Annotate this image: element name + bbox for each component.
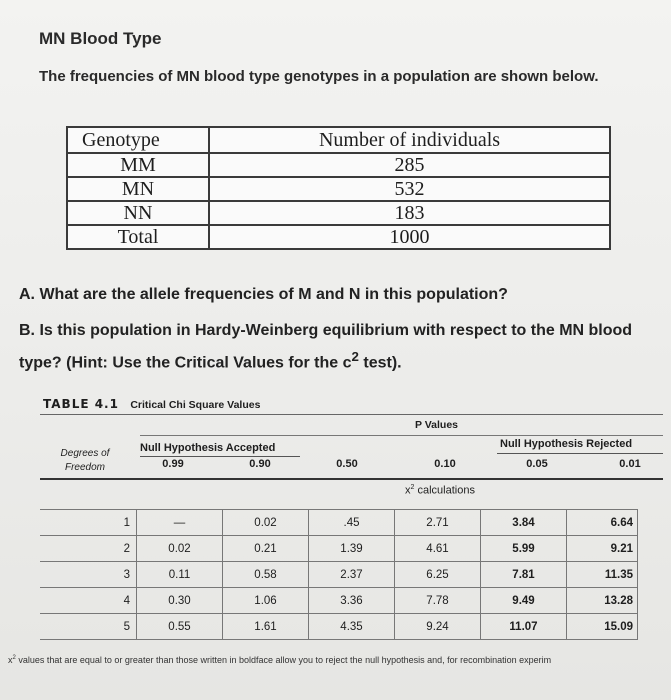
p-value-header: 0.10 — [434, 458, 456, 470]
p-value-header: 0.01 — [619, 458, 641, 470]
value-cell: .45 — [309, 510, 395, 536]
value-cell: 0.21 — [223, 536, 309, 562]
question-b-end: test). — [358, 354, 402, 372]
p-value-header: 0.05 — [526, 458, 548, 470]
table-rule — [497, 453, 663, 454]
chi-symbol: x — [405, 484, 411, 497]
value-cell: 0.11 — [137, 562, 223, 588]
value-cell: 9.49 — [481, 588, 567, 614]
value-cell: 2.71 — [395, 510, 481, 536]
value-cell: 4.61 — [395, 536, 481, 562]
table-row — [67, 177, 610, 201]
question-b — [19, 318, 659, 376]
genotype-cell: NN — [67, 201, 209, 225]
footnote-symbol: x — [8, 655, 13, 665]
dof-cell: 4 — [40, 588, 137, 614]
value-cell: 3.36 — [309, 588, 395, 614]
genotype-cell: MN — [67, 177, 209, 201]
table-row — [40, 562, 638, 588]
chi-table-name: Critical Chi Square Values — [130, 399, 261, 411]
value-cell: 11.07 — [481, 614, 567, 640]
table-row — [67, 225, 610, 249]
page-heading: MN Blood Type — [39, 29, 162, 48]
table-row — [40, 614, 638, 640]
table-rule — [40, 414, 663, 415]
count-cell: 532 — [209, 177, 610, 201]
value-cell: 5.99 — [481, 536, 567, 562]
table-row — [67, 201, 610, 225]
table-row — [40, 588, 638, 614]
count-cell: 183 — [209, 201, 610, 225]
question-a: A. What are the allele frequencies of M and N in this population? — [19, 286, 508, 303]
value-cell: 0.02 — [223, 510, 309, 536]
genotype-header: Genotype — [67, 127, 209, 153]
value-cell: 7.81 — [481, 562, 567, 588]
value-cell: 0.02 — [137, 536, 223, 562]
chi-values-grid — [40, 509, 638, 640]
count-cell: 1000 — [209, 225, 610, 249]
question-b-superscript: 2 — [351, 349, 359, 364]
table-row — [67, 153, 610, 177]
genotype-table — [66, 126, 611, 250]
value-cell: 0.58 — [223, 562, 309, 588]
genotype-cell: Total — [67, 225, 209, 249]
value-cell: 1.39 — [309, 536, 395, 562]
p-values-label: P Values — [415, 419, 459, 431]
dof-cell: 1 — [40, 510, 137, 536]
table-rule — [140, 456, 300, 457]
value-cell: 1.61 — [223, 614, 309, 640]
footnote-superscript: 2 — [12, 655, 16, 661]
table-row — [40, 536, 638, 562]
value-cell: 15.09 — [567, 614, 638, 640]
value-cell: 0.55 — [137, 614, 223, 640]
value-cell: 6.64 — [567, 510, 638, 536]
value-cell: 3.84 — [481, 510, 567, 536]
value-cell: 6.25 — [395, 562, 481, 588]
dof-cell: 2 — [40, 536, 137, 562]
genotype-cell: MM — [67, 153, 209, 177]
chi-square-table — [0, 388, 671, 700]
value-cell: 11.35 — [567, 562, 638, 588]
chi-superscript: 2 — [410, 484, 415, 491]
chi-table-label: TABLE 4.1 — [43, 397, 119, 411]
value-cell: 4.35 — [309, 614, 395, 640]
calculations-text: calculations — [417, 484, 475, 497]
dof-cell: 5 — [40, 614, 137, 640]
question-b-text: B. Is this population in Hardy-Weinberg equilibrium with respect to the MN blood type? (Hint: Use the Critical Values for the c — [19, 322, 633, 372]
null-accepted-label: Null Hypothesis Accepted — [140, 442, 276, 454]
value-cell: 2.37 — [309, 562, 395, 588]
p-value-header: 0.50 — [336, 458, 358, 470]
dof-cell: 3 — [40, 562, 137, 588]
chi-calculations-label — [405, 484, 475, 497]
table-row — [40, 510, 638, 536]
count-cell: 285 — [209, 153, 610, 177]
value-cell: 7.78 — [395, 588, 481, 614]
value-cell: 9.21 — [567, 536, 638, 562]
value-cell: 1.06 — [223, 588, 309, 614]
footnote-text: values that are equal to or greater than those written in boldface allow you to reject the null hypothesis and, for recombination experim — [18, 655, 552, 665]
p-value-header: 0.90 — [249, 458, 271, 470]
table-rule — [140, 435, 663, 436]
value-cell: 0.30 — [137, 588, 223, 614]
table-rule — [40, 478, 663, 480]
value-cell: 13.28 — [567, 588, 638, 614]
chi-table-title — [43, 397, 260, 411]
value-cell: 9.24 — [395, 614, 481, 640]
p-value-header: 0.99 — [162, 458, 184, 470]
null-rejected-label: Null Hypothesis Rejected — [500, 438, 633, 450]
intro-text: The frequencies of MN blood type genotypes in a population are shown below. — [39, 68, 599, 85]
degrees-of-freedom-label: Degrees of Freedom — [60, 448, 110, 473]
genotype-table-header — [67, 127, 610, 153]
value-cell: — — [137, 510, 223, 536]
chi-table-footnote — [8, 655, 551, 665]
count-header: Number of individuals — [209, 127, 610, 153]
